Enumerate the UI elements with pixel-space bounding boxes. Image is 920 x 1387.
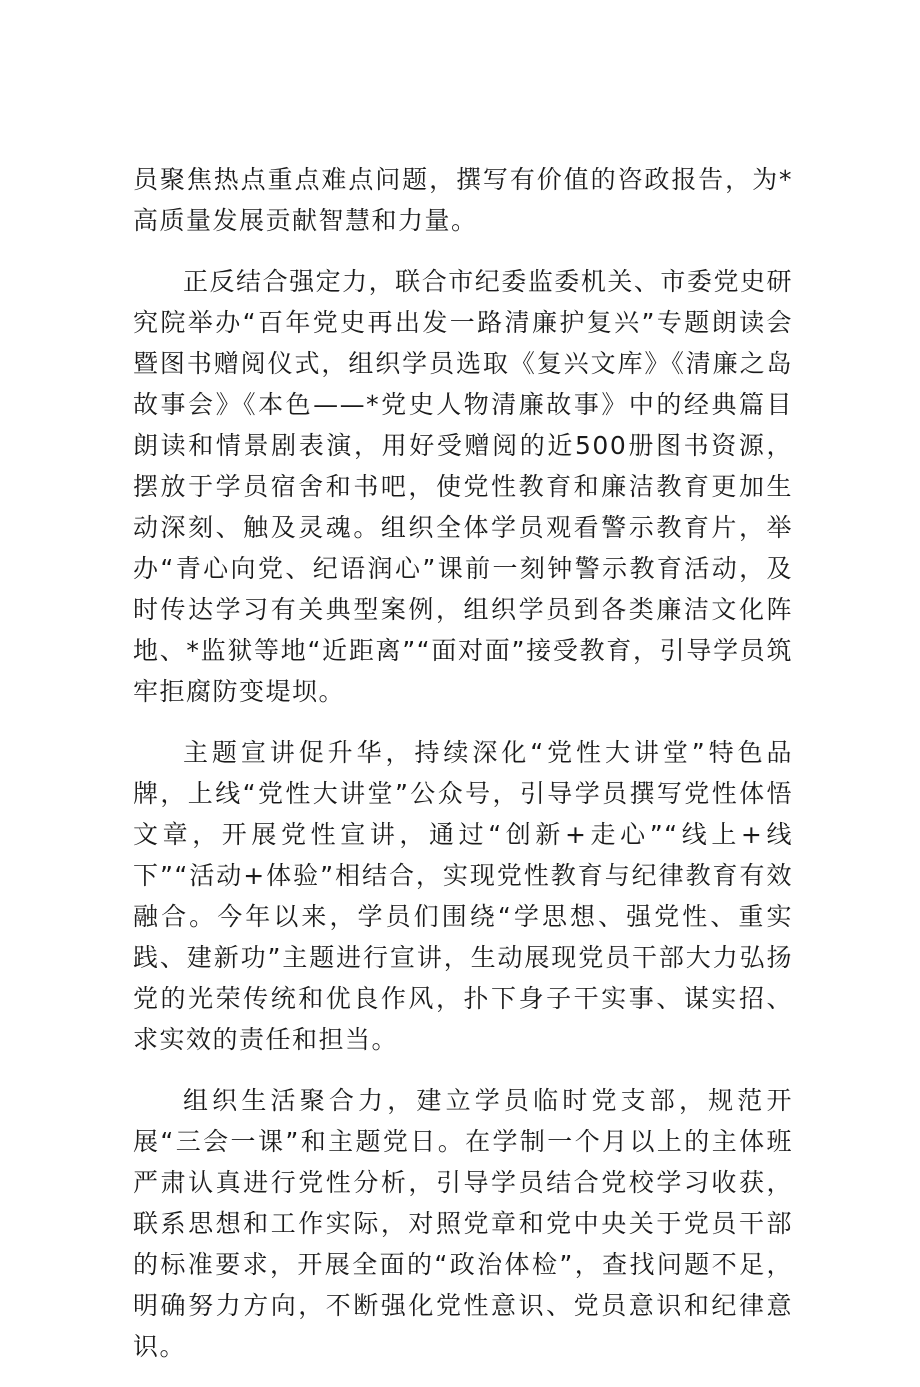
paragraph-organizational-life: 组织生活聚合力，建立学员临时党支部，规范开展“三会一课”和主题党日。在学制一个月以上的主体班严肃认真进行党性分析，引导学员结合党校学习收获，联系思想和工作实际，对照党章和党中央关于党员干部的标准要求，开展全面的“政治体检”，查找问题不足，明确努力方向，不断强化党性意识、党员意识和纪律意识。: [133, 1086, 793, 1361]
document-body: [133, 159, 793, 1387]
paragraph-integrity-education: 正反结合强定力，联合市纪委监委机关、市委党史研究院举办“百年党史再出发一路清廉护复兴”专题朗读会暨图书赠阅仪式，组织学员选取《复兴文库》《清廉之岛故事会》《本色——*党史人物清廉故事》中的经典篇目朗读和情景剧表演，用好受赠阅的近500册图书资源，摆放于学员宿舍和书吧，使党性教育和廉洁教育更加生动深刻、触及灵魂。组织全体学员观看警示教育片，举办“青心向党、纪语润心”课前一刻钟警示教育活动，及时传达学习有关典型案例，组织学员到各类廉洁文化阵地、*监狱等地“近距离”“面对面”接受教育，引导学员筑牢拒腐防变堤坝。: [133, 267, 793, 706]
paragraph-continuation: 员聚焦热点重点难点问题，撰写有价值的咨政报告，为*高质量发展贡献智慧和力量。: [133, 165, 793, 235]
paragraph-theme-lectures: 主题宣讲促升华，持续深化“党性大讲堂”特色品牌，上线“党性大讲堂”公众号，引导学员撰写党性体悟文章，开展党性宣讲，通过“创新+走心”“线上+线下”“活动+体验”相结合，实现党性教育与纪律教育有效融合。今年以来，学员们围绕“学思想、强党性、重实践、建新功”主题进行宣讲，生动展现党员干部大力弘扬党的光荣传统和优良作风，扑下身子干实事、谋实招、求实效的责任和担当。: [133, 738, 793, 1054]
